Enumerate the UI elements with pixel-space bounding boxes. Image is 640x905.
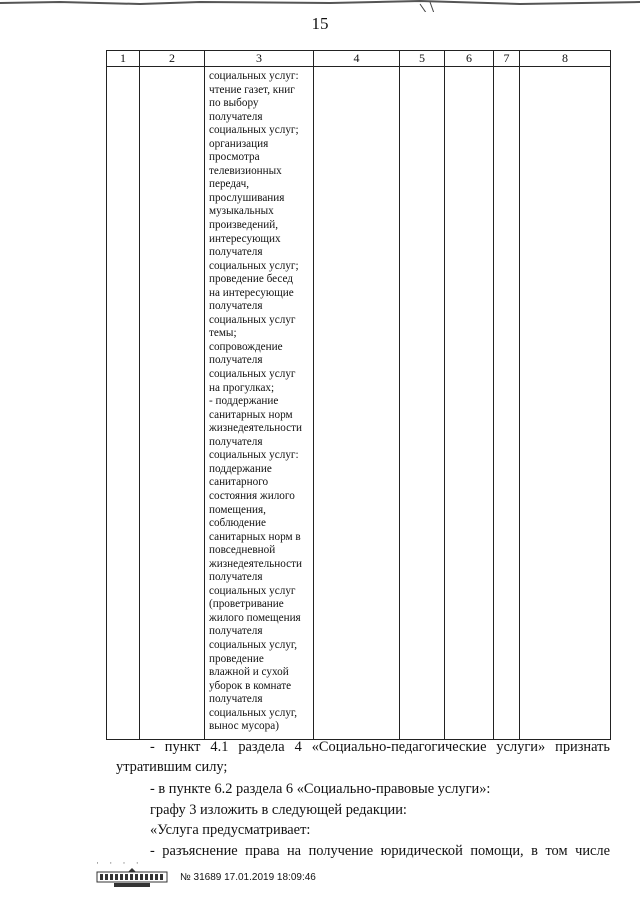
table-cell	[140, 67, 205, 740]
table-cell	[314, 67, 400, 740]
paragraph-legal-explanation: - разъяснение права на получение юридической помощи, в том числе	[150, 843, 610, 859]
column-header: 4	[314, 51, 400, 67]
table-cell	[107, 67, 140, 740]
column-header: 8	[520, 51, 611, 67]
table-cell-services	[205, 67, 314, 740]
paragraph-item-4-1-cont: утратившим силу;	[116, 759, 228, 775]
scan-dots: · · · ·	[96, 858, 143, 868]
registration-number: № 31689 17.01.2019 18:09:46	[180, 872, 316, 883]
column-header: 6	[445, 51, 494, 67]
table-cell	[494, 67, 520, 740]
paragraph-service-intro: «Услуга предусматривает:	[150, 822, 311, 838]
column-header: 3	[205, 51, 314, 67]
column-header: 1	[107, 51, 140, 67]
paragraph-item-4-1: - пункт 4.1 раздела 4 «Социально-педагогические услуги» признать	[150, 739, 610, 755]
table-cell	[400, 67, 445, 740]
paragraph-column-3: графу 3 изложить в следующей редакции:	[150, 802, 407, 818]
registration-footer	[96, 866, 426, 888]
table-cell	[445, 67, 494, 740]
page-number: 15	[311, 14, 329, 33]
table-header-row	[107, 51, 611, 67]
registry-stamp-icon	[96, 868, 170, 888]
services-table	[106, 50, 611, 740]
column-header: 2	[140, 51, 205, 67]
column-header: 5	[400, 51, 445, 67]
scan-edge-mark	[0, 0, 640, 12]
service-description: социальных услуг: чтение газет, книг по выбору получателя социальных услуг; организация просмотра телевизионных передач, прослушивания музыкальных произведений, интересующих получателя социальных услуг; проведение бесед на интересующие получателя социальных услуг темы; сопровождение получателя социальных услуг на прогулках; - поддержание санитарных норм жизнедеятельности получателя социальных услуг: поддержание санитарного состояния жилого помещения, соблюдение санитарных норм в повседневной жизнедеятельности получателя социальных услуг (проветривание жилого помещения получателя социальных услуг, проведение влажной и сухой уборок в комнате получателя социальных услуг, вынос мусора)	[209, 70, 302, 733]
column-header: 7	[494, 51, 520, 67]
paragraph-item-6-2: - в пункте 6.2 раздела 6 «Социально-правовые услуги»:	[150, 781, 491, 797]
table-cell	[520, 67, 611, 740]
table-row	[107, 67, 611, 740]
